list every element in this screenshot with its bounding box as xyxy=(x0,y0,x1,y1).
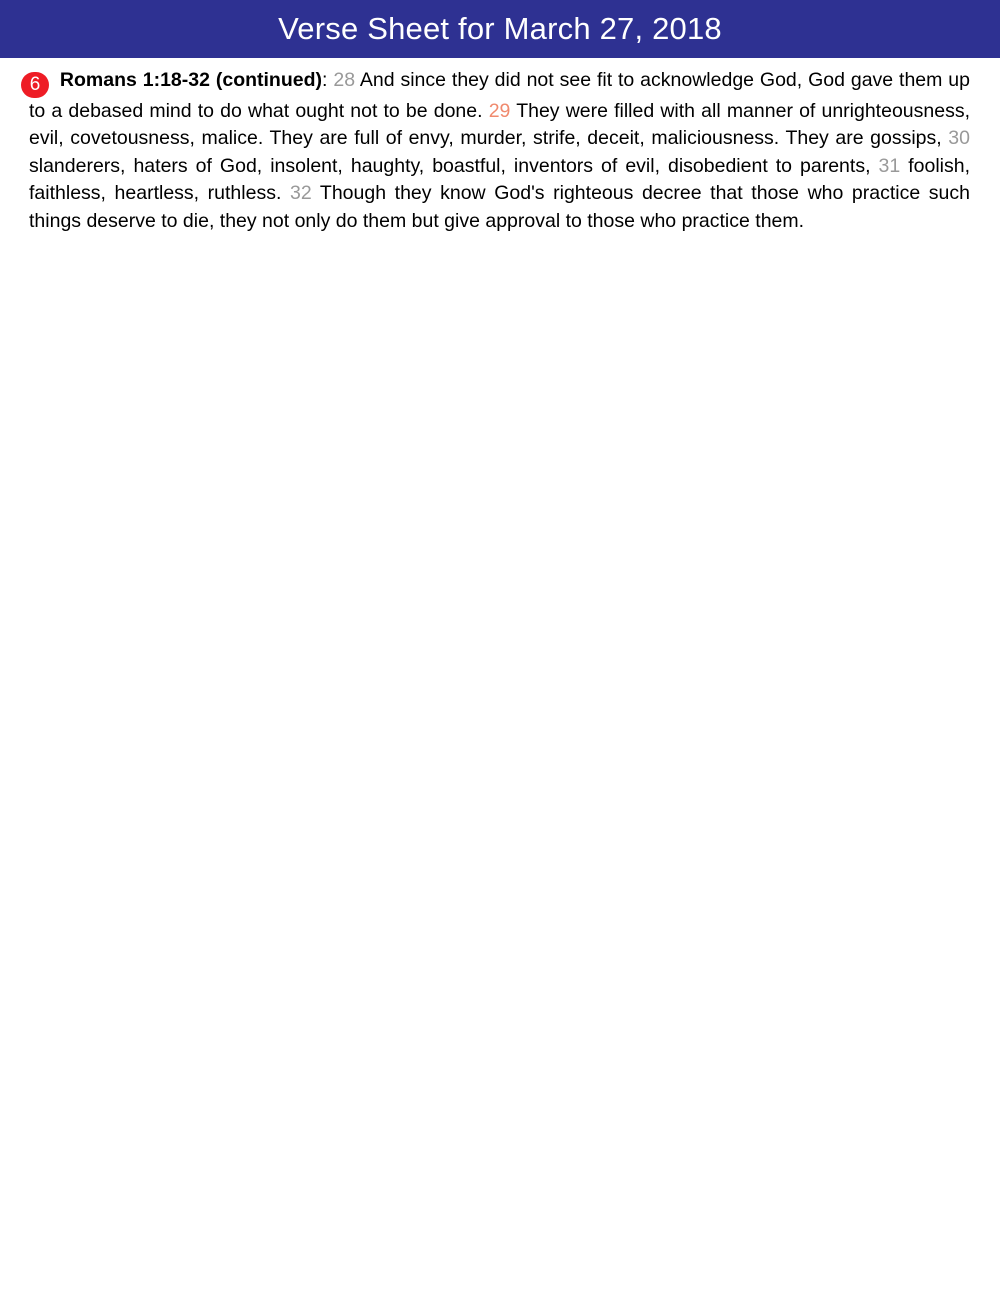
verse-text: foolish, faithless, heartless, ruthless. xyxy=(29,154,971,205)
page-header xyxy=(0,0,1000,58)
verse-number: 28 xyxy=(333,69,356,91)
passage-number-badge: 6 xyxy=(21,72,49,98)
verse-text: Though they know God's righteous decree that those who practice such things deserve to die, they not only do them but give approval to those who practice them. xyxy=(29,182,970,232)
passage-paragraph xyxy=(29,67,970,235)
reference-separator: : xyxy=(322,69,328,91)
verse-text: slanderers, haters of God, insolent, haughty, boastful, inventors of evil, disobedient to parents, xyxy=(29,154,871,177)
verse-number: 31 xyxy=(878,154,901,177)
verse-number: 32 xyxy=(289,182,312,205)
page-title: Verse Sheet for March 27, 2018 xyxy=(278,11,722,46)
verse-text: They were filled with all manner of unrighteousness, evil, covetousness, malice. They are full of envy, murder, strife, deceit, maliciousness. They are gossips, xyxy=(29,100,970,150)
passage-reference: Romans 1:18-32 (continued) xyxy=(59,69,323,91)
verse-number: 30 xyxy=(948,127,970,150)
verse-number: 29 xyxy=(488,100,511,122)
verse-text: And since they did not see fit to acknowledge God, God gave them up to a debased mind to do what ought not to be done. xyxy=(29,69,970,122)
